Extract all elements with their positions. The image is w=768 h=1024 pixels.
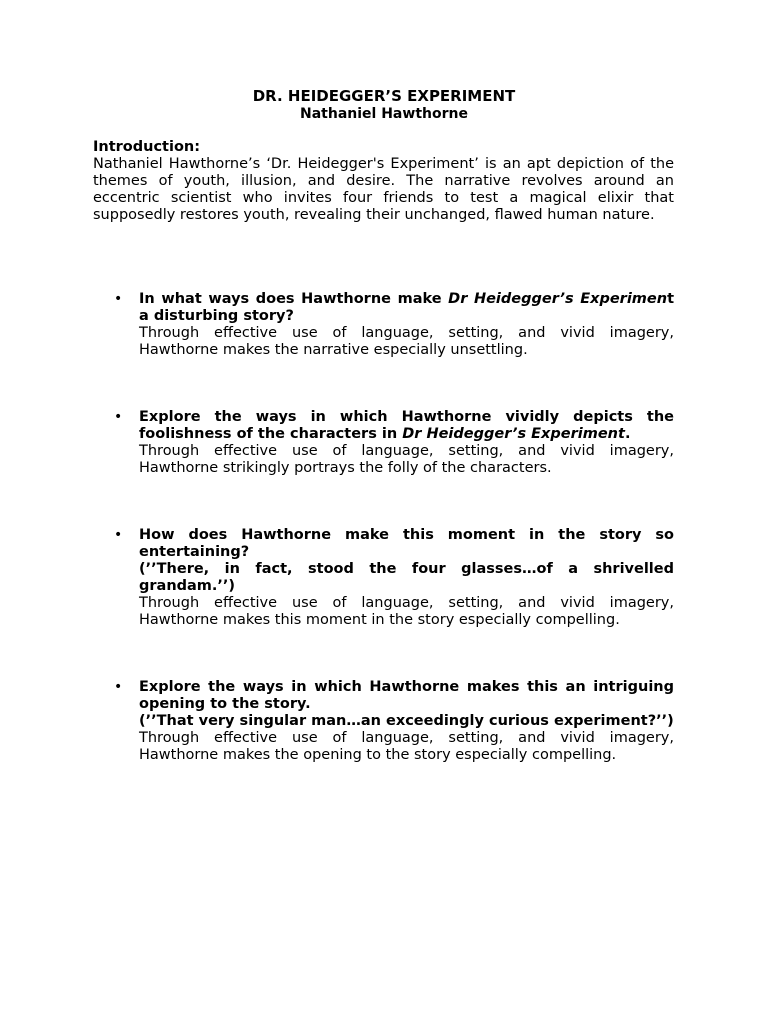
question-item-2 bbox=[114, 409, 674, 477]
introduction-heading: Introduction: bbox=[93, 139, 201, 155]
bullet-icon: • bbox=[114, 527, 123, 543]
question-prompt-text: In what ways does Hawthorne make bbox=[139, 291, 449, 307]
document-title: DR. HEIDEGGER’S EXPERIMENT bbox=[252, 87, 516, 105]
question-answer: Through effective use of language, setting, and vivid imagery, Hawthorne strikingly portrays the folly of the characters. bbox=[139, 443, 674, 476]
introduction-section bbox=[93, 139, 674, 224]
question-item-4 bbox=[114, 679, 674, 764]
bullet-icon: • bbox=[114, 679, 123, 695]
question-answer: Through effective use of language, setting, and vivid imagery, Hawthorne makes this moment in the story especially compelling. bbox=[139, 595, 674, 628]
question-item-3 bbox=[114, 527, 674, 629]
question-answer: Through effective use of language, setting, and vivid imagery, Hawthorne makes the opening to the story especially compelling. bbox=[139, 730, 674, 763]
question-prompt-text-end: . bbox=[624, 426, 631, 442]
bullet-icon: • bbox=[114, 409, 123, 425]
bullet-icon: • bbox=[114, 291, 123, 307]
question-prompt bbox=[139, 291, 674, 325]
question-prompt: How does Hawthorne make this moment in the story so entertaining? bbox=[139, 527, 674, 560]
question-prompt-title: Dr Heidegger’s Experiment bbox=[402, 426, 625, 442]
question-prompt: Explore the ways in which Hawthorne makes this an intriguing opening to the story. bbox=[139, 679, 674, 712]
introduction-text: Nathaniel Hawthorne’s ‘Dr. Heidegger's Experiment’ is an apt depiction of the themes of youth, illusion, and desire. The narrative revolves around an eccentric scientist who invites four friends to test a magical elixir that supposedly restores youth, revealing their unchanged, flawed human nature. bbox=[93, 156, 674, 223]
question-prompt-text: Explore the ways in which Hawthorne vividly depicts the foolishness of the characters in bbox=[139, 409, 674, 442]
document-author: Nathaniel Hawthorne bbox=[300, 106, 468, 122]
question-quote: (’’That very singular man…an exceedingly curious experiment?’’) bbox=[139, 713, 674, 729]
question-prompt-text-end: t a disturbing story? bbox=[139, 291, 674, 324]
question-answer: Through effective use of language, setting, and vivid imagery, Hawthorne makes the narrative especially unsettling. bbox=[139, 325, 674, 358]
question-prompt bbox=[139, 409, 674, 443]
question-quote: (’’There, in fact, stood the four glasses…of a shrivelled grandam.’’) bbox=[139, 561, 674, 594]
question-prompt-title: Dr Heidegger’s Experimen bbox=[448, 291, 668, 307]
question-item-1 bbox=[114, 291, 674, 359]
